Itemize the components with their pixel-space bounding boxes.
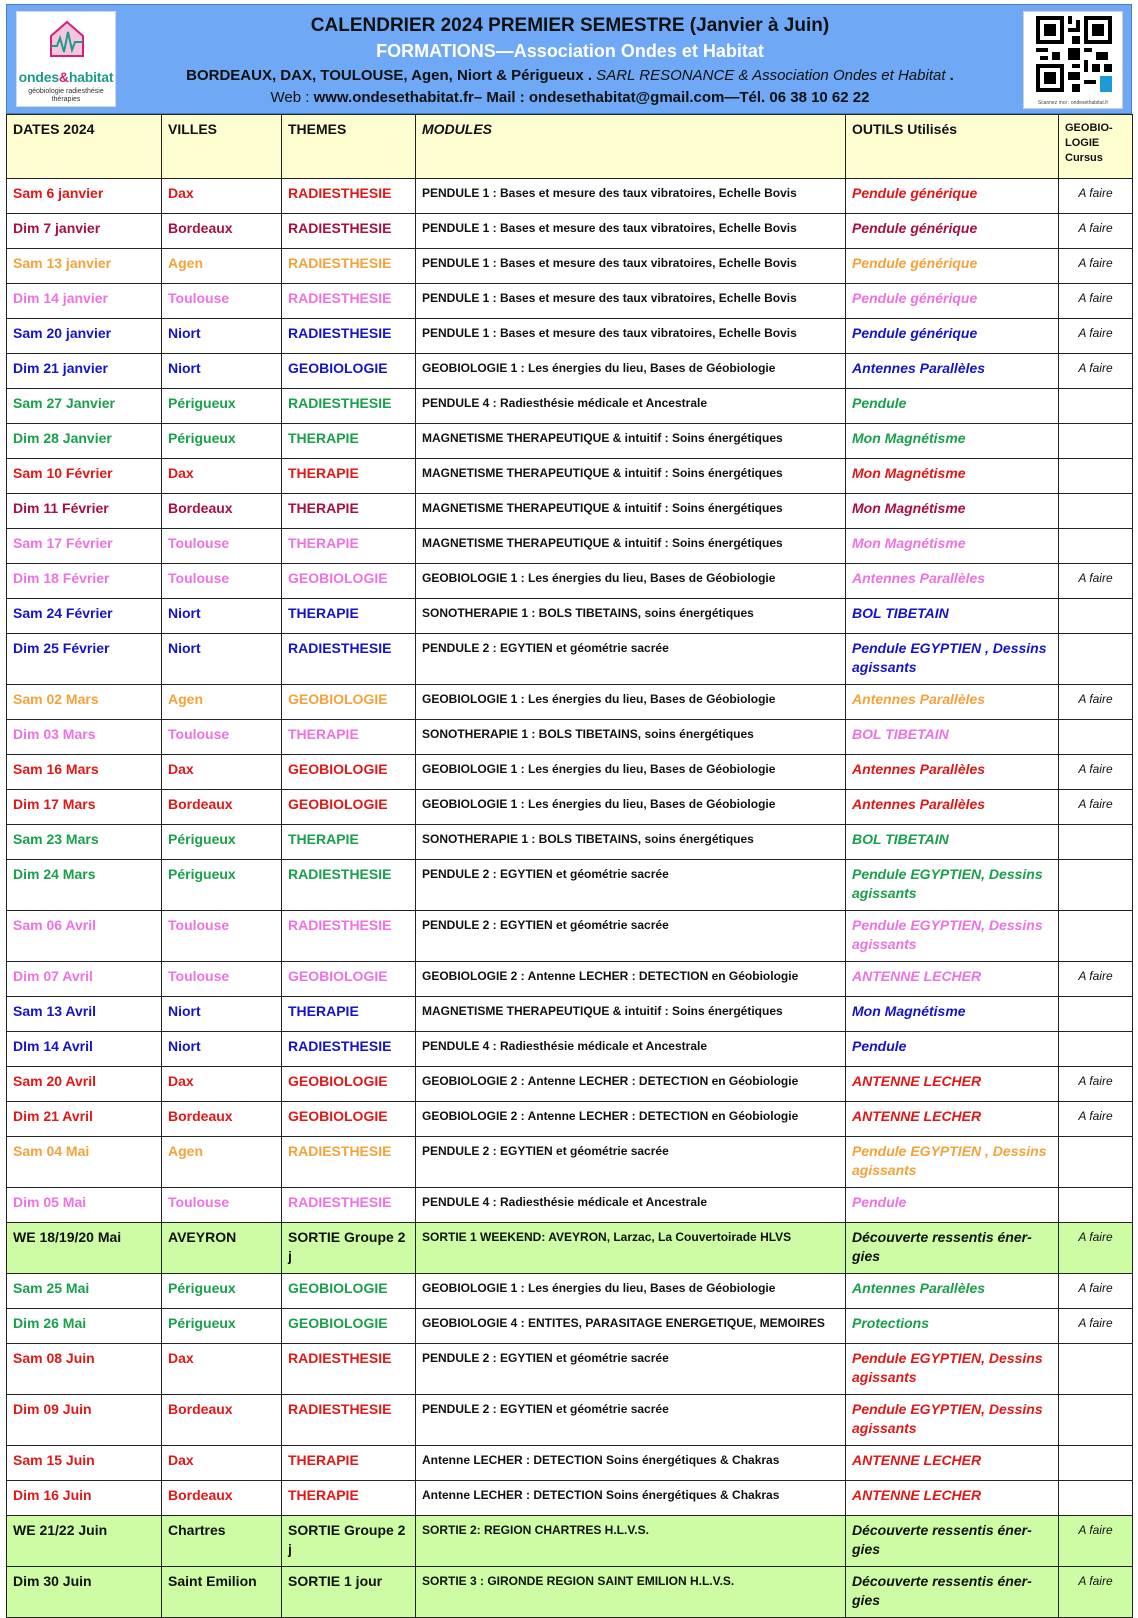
cell-cursus <box>1059 459 1133 494</box>
cell-module: PENDULE 1 : Bases et mesure des taux vibratoires, Echelle Bovis <box>416 284 846 319</box>
cell-date: Sam 20 janvier <box>7 319 162 354</box>
cell-date: Sam 25 Mai <box>7 1274 162 1309</box>
cell-ville: Toulouse <box>162 1188 282 1223</box>
cell-cursus <box>1059 634 1133 685</box>
table-row <box>7 1102 1133 1137</box>
table-row <box>7 997 1133 1032</box>
cell-ville: Niort <box>162 634 282 685</box>
cell-cursus <box>1059 911 1133 962</box>
cell-ville: Niort <box>162 354 282 389</box>
col-header-modules: MODULES <box>416 115 846 179</box>
cell-module: PENDULE 1 : Bases et mesure des taux vibratoires, Echelle Bovis <box>416 249 846 284</box>
cell-module: GEOBIOLOGIE 4 : ENTITES, PARASITAGE ENERGETIQUE, MEMOIRES <box>416 1309 846 1344</box>
cell-date: Sam 13 Avril <box>7 997 162 1032</box>
cell-ville: Bordeaux <box>162 214 282 249</box>
table-row <box>7 825 1133 860</box>
cities-line: BORDEAUX, DAX, TOULOUSE, Agen, Niort & Périgueux . SARL RESONANCE & Association Ondes et Habitat . <box>186 67 954 84</box>
table-row <box>7 860 1133 911</box>
house-icon <box>47 18 87 60</box>
cell-theme: GEOBIOLOGIE <box>282 564 416 599</box>
cell-theme: RADIESTHESIE <box>282 214 416 249</box>
cell-theme: RADIESTHESIE <box>282 284 416 319</box>
cell-theme: THERAPIE <box>282 494 416 529</box>
qr-code[interactable] <box>1023 11 1123 109</box>
cell-module: SORTIE 1 WEEKEND: AVEYRON, Larzac, La Couvertoirade HLVS <box>416 1223 846 1274</box>
cell-theme: RADIESTHESIE <box>282 1188 416 1223</box>
col-header-themes: THEMES <box>282 115 416 179</box>
cell-module: GEOBIOLOGIE 1 : Les énergies du lieu, Bases de Géobiologie <box>416 354 846 389</box>
cell-module: PENDULE 1 : Bases et mesure des taux vibratoires, Echelle Bovis <box>416 319 846 354</box>
cell-outil: Découverte ressentis éner-gies <box>846 1567 1059 1618</box>
table-row <box>7 529 1133 564</box>
cell-theme: GEOBIOLOGIE <box>282 790 416 825</box>
cell-module: SORTIE 2: REGION CHARTRES H.L.V.S. <box>416 1516 846 1567</box>
cell-module: PENDULE 1 : Bases et mesure des taux vibratoires, Echelle Bovis <box>416 214 846 249</box>
table-row <box>7 1395 1133 1446</box>
table-row <box>7 1274 1133 1309</box>
cell-module: PENDULE 2 : EGYTIEN et géométrie sacrée <box>416 860 846 911</box>
cell-outil: Pendule générique <box>846 179 1059 214</box>
page-subtitle: FORMATIONS—Association Ondes et Habitat <box>376 41 764 61</box>
cell-module: GEOBIOLOGIE 2 : Antenne LECHER : DETECTION en Géobiologie <box>416 1067 846 1102</box>
cell-cursus <box>1059 1137 1133 1188</box>
cell-ville: Périgueux <box>162 424 282 459</box>
cell-cursus: A faire <box>1059 1274 1133 1309</box>
table-row <box>7 790 1133 825</box>
cell-theme: GEOBIOLOGIE <box>282 962 416 997</box>
cell-module: PENDULE 4 : Radiesthésie médicale et Ancestrale <box>416 1188 846 1223</box>
cell-outil: Antennes Parallèles <box>846 564 1059 599</box>
cell-date: Sam 16 Mars <box>7 755 162 790</box>
cell-module: GEOBIOLOGIE 1 : Les énergies du lieu, Bases de Géobiologie <box>416 564 846 599</box>
cell-cursus: A faire <box>1059 1309 1133 1344</box>
logo-brand: ondes&habitat <box>18 69 114 85</box>
table-row <box>7 389 1133 424</box>
cell-ville: Niort <box>162 599 282 634</box>
cell-module: GEOBIOLOGIE 1 : Les énergies du lieu, Bases de Géobiologie <box>416 685 846 720</box>
cell-ville: Périgueux <box>162 1274 282 1309</box>
cell-date: Sam 02 Mars <box>7 685 162 720</box>
table-row <box>7 1223 1133 1274</box>
cell-outil: ANTENNE LECHER <box>846 1446 1059 1481</box>
cell-ville: Bordeaux <box>162 494 282 529</box>
cell-outil: Protections <box>846 1309 1059 1344</box>
cell-ville: Agen <box>162 249 282 284</box>
table-row <box>7 1516 1133 1567</box>
table-row <box>7 319 1133 354</box>
cell-date: Sam 06 Avril <box>7 911 162 962</box>
cell-cursus: A faire <box>1059 319 1133 354</box>
cell-ville: Toulouse <box>162 962 282 997</box>
table-row <box>7 494 1133 529</box>
calendar-table <box>6 114 1133 1618</box>
cell-outil: Découverte ressentis éner-gies <box>846 1516 1059 1567</box>
cell-theme: GEOBIOLOGIE <box>282 685 416 720</box>
cell-date: Dim 21 Avril <box>7 1102 162 1137</box>
page-title: CALENDRIER 2024 PREMIER SEMESTRE (Janvier à Juin) <box>310 15 830 36</box>
cell-date: Dim 18 Février <box>7 564 162 599</box>
cell-theme: GEOBIOLOGIE <box>282 1274 416 1309</box>
cell-module: PENDULE 2 : EGYTIEN et géométrie sacrée <box>416 1344 846 1395</box>
cell-outil: Pendule <box>846 1188 1059 1223</box>
cell-cursus <box>1059 1344 1133 1395</box>
col-header-dates: DATES 2024 <box>7 115 162 179</box>
cell-module: GEOBIOLOGIE 1 : Les énergies du lieu, Bases de Géobiologie <box>416 755 846 790</box>
cell-module: MAGNETISME THERAPEUTIQUE & intuitif : Soins énergétiques <box>416 424 846 459</box>
cell-outil: ANTENNE LECHER <box>846 1067 1059 1102</box>
cell-ville: Bordeaux <box>162 1102 282 1137</box>
cell-date: Sam 08 Juin <box>7 1344 162 1395</box>
cell-ville: Toulouse <box>162 284 282 319</box>
cell-module: GEOBIOLOGIE 1 : Les énergies du lieu, Bases de Géobiologie <box>416 790 846 825</box>
cell-cursus <box>1059 1395 1133 1446</box>
cell-cursus: A faire <box>1059 284 1133 319</box>
cell-ville: Niort <box>162 997 282 1032</box>
cell-outil: Pendule EGYPTIEN , Dessins agissants <box>846 1137 1059 1188</box>
cell-ville: Dax <box>162 1067 282 1102</box>
cell-module: PENDULE 2 : EGYTIEN et géométrie sacrée <box>416 1137 846 1188</box>
cell-module: MAGNETISME THERAPEUTIQUE & intuitif : Soins énergétiques <box>416 494 846 529</box>
table-row <box>7 214 1133 249</box>
qr-caption: Scannez moi : ondesethabitat.fr <box>1037 100 1109 106</box>
cell-outil: Mon Magnétisme <box>846 459 1059 494</box>
cell-outil: Antennes Parallèles <box>846 354 1059 389</box>
cell-ville: AVEYRON <box>162 1223 282 1274</box>
cell-theme: THERAPIE <box>282 720 416 755</box>
cell-ville: Niort <box>162 1032 282 1067</box>
cell-module: PENDULE 2 : EGYTIEN et géométrie sacrée <box>416 911 846 962</box>
header-banner <box>6 4 1132 114</box>
cell-cursus <box>1059 424 1133 459</box>
cell-theme: RADIESTHESIE <box>282 911 416 962</box>
cell-outil: Pendule <box>846 1032 1059 1067</box>
cell-outil: Pendule EGYPTIEN, Dessins agissants <box>846 911 1059 962</box>
cell-module: Antenne LECHER : DETECTION Soins énergétiques & Chakras <box>416 1481 846 1516</box>
cell-ville: Toulouse <box>162 911 282 962</box>
cell-outil: Pendule générique <box>846 319 1059 354</box>
table-row <box>7 354 1133 389</box>
cell-date: Dim 24 Mars <box>7 860 162 911</box>
cell-date: Sam 20 Avril <box>7 1067 162 1102</box>
cell-cursus <box>1059 1188 1133 1223</box>
cell-date: Dim 21 janvier <box>7 354 162 389</box>
qr-code-icon <box>1036 16 1112 92</box>
table-row <box>7 1344 1133 1395</box>
cell-theme: GEOBIOLOGIE <box>282 1102 416 1137</box>
cell-ville: Dax <box>162 459 282 494</box>
cell-module: PENDULE 4 : Radiesthésie médicale et Ancestrale <box>416 1032 846 1067</box>
cell-module: SONOTHERAPIE 1 : BOLS TIBETAINS, soins énergétiques <box>416 825 846 860</box>
cell-module: SORTIE 3 : GIRONDE REGION SAINT EMILION H.L.V.S. <box>416 1567 846 1618</box>
table-row <box>7 962 1133 997</box>
logo-tagline: géobiologie radiesthésie thérapies <box>28 88 104 103</box>
cell-outil: ANTENNE LECHER <box>846 962 1059 997</box>
cell-cursus <box>1059 720 1133 755</box>
cell-outil: ANTENNE LECHER <box>846 1102 1059 1137</box>
cell-ville: Dax <box>162 1344 282 1395</box>
cell-theme: RADIESTHESIE <box>282 179 416 214</box>
cell-theme: THERAPIE <box>282 599 416 634</box>
cell-date: Dim 03 Mars <box>7 720 162 755</box>
table-row <box>7 599 1133 634</box>
cell-ville: Chartres <box>162 1516 282 1567</box>
table-row <box>7 1446 1133 1481</box>
cell-outil: Antennes Parallèles <box>846 790 1059 825</box>
cell-outil: Antennes Parallèles <box>846 755 1059 790</box>
cell-outil: Pendule EGYPTIEN, Dessins agissants <box>846 860 1059 911</box>
cell-date: Dim 7 janvier <box>7 214 162 249</box>
cell-ville: Périgueux <box>162 860 282 911</box>
cell-cursus: A faire <box>1059 790 1133 825</box>
cell-theme: THERAPIE <box>282 825 416 860</box>
cell-module: Antenne LECHER : DETECTION Soins énergétiques & Chakras <box>416 1446 846 1481</box>
cell-cursus: A faire <box>1059 755 1133 790</box>
cell-date: WE 18/19/20 Mai <box>7 1223 162 1274</box>
cell-outil: Mon Magnétisme <box>846 424 1059 459</box>
cell-module: MAGNETISME THERAPEUTIQUE & intuitif : Soins énergétiques <box>416 529 846 564</box>
cell-module: PENDULE 2 : EGYTIEN et géométrie sacrée <box>416 634 846 685</box>
cell-ville: Dax <box>162 755 282 790</box>
cell-outil: Mon Magnétisme <box>846 494 1059 529</box>
table-row <box>7 685 1133 720</box>
contact-line: Web : www.ondesethabitat.fr– Mail : ondesethabitat@gmail.com—Tél. 06 38 10 62 22 <box>270 89 870 106</box>
table-row <box>7 284 1133 319</box>
table-row <box>7 459 1133 494</box>
table-row <box>7 1188 1133 1223</box>
col-header-outils: OUTILS Utilisés <box>846 115 1059 179</box>
cell-ville: Agen <box>162 685 282 720</box>
cell-theme: RADIESTHESIE <box>282 389 416 424</box>
table-row <box>7 1067 1133 1102</box>
table-row <box>7 564 1133 599</box>
col-header-villes: VILLES <box>162 115 282 179</box>
cell-date: Sam 15 Juin <box>7 1446 162 1481</box>
cell-ville: Saint Emilion <box>162 1567 282 1618</box>
cell-date: Dim 30 Juin <box>7 1567 162 1618</box>
cell-cursus: A faire <box>1059 1567 1133 1618</box>
cell-theme: THERAPIE <box>282 424 416 459</box>
cell-module: MAGNETISME THERAPEUTIQUE & intuitif : Soins énergétiques <box>416 459 846 494</box>
cell-ville: Toulouse <box>162 720 282 755</box>
cell-cursus <box>1059 529 1133 564</box>
cell-ville: Bordeaux <box>162 1481 282 1516</box>
cell-theme: RADIESTHESIE <box>282 319 416 354</box>
cell-theme: SORTIE 1 jour <box>282 1567 416 1618</box>
cell-cursus <box>1059 860 1133 911</box>
cell-module: GEOBIOLOGIE 2 : Antenne LECHER : DETECTION en Géobiologie <box>416 962 846 997</box>
cell-date: DIm 14 Avril <box>7 1032 162 1067</box>
cell-outil: Antennes Parallèles <box>846 685 1059 720</box>
cell-cursus <box>1059 825 1133 860</box>
cell-date: Sam 27 Janvier <box>7 389 162 424</box>
cell-cursus: A faire <box>1059 564 1133 599</box>
cell-outil: Mon Magnétisme <box>846 529 1059 564</box>
cell-module: PENDULE 2 : EGYTIEN et géométrie sacrée <box>416 1395 846 1446</box>
table-header-row <box>7 115 1133 179</box>
cell-theme: GEOBIOLOGIE <box>282 755 416 790</box>
cell-date: Dim 16 Juin <box>7 1481 162 1516</box>
cell-cursus <box>1059 1481 1133 1516</box>
cell-theme: THERAPIE <box>282 459 416 494</box>
cell-cursus: A faire <box>1059 962 1133 997</box>
cell-cursus: A faire <box>1059 214 1133 249</box>
cell-outil: Découverte ressentis éner-gies <box>846 1223 1059 1274</box>
cell-cursus <box>1059 494 1133 529</box>
cell-theme: RADIESTHESIE <box>282 634 416 685</box>
cell-date: Sam 23 Mars <box>7 825 162 860</box>
cell-date: Dim 05 Mai <box>7 1188 162 1223</box>
cell-date: Dim 28 Janvier <box>7 424 162 459</box>
cell-ville: Périgueux <box>162 825 282 860</box>
cell-cursus <box>1059 599 1133 634</box>
cell-ville: Périgueux <box>162 1309 282 1344</box>
cell-cursus: A faire <box>1059 1067 1133 1102</box>
cell-theme: RADIESTHESIE <box>282 1032 416 1067</box>
cell-module: SONOTHERAPIE 1 : BOLS TIBETAINS, soins énergétiques <box>416 599 846 634</box>
cell-cursus <box>1059 997 1133 1032</box>
cell-cursus <box>1059 1446 1133 1481</box>
cell-date: Dim 26 Mai <box>7 1309 162 1344</box>
cell-ville: Niort <box>162 319 282 354</box>
cell-outil: Pendule générique <box>846 214 1059 249</box>
cell-outil: BOL TIBETAIN <box>846 825 1059 860</box>
table-row <box>7 1481 1133 1516</box>
table-row <box>7 911 1133 962</box>
cell-cursus: A faire <box>1059 179 1133 214</box>
cell-date: Sam 04 Mai <box>7 1137 162 1188</box>
cell-ville: Périgueux <box>162 389 282 424</box>
cell-outil: BOL TIBETAIN <box>846 599 1059 634</box>
cell-outil: Pendule <box>846 389 1059 424</box>
table-row <box>7 424 1133 459</box>
col-header-cursus: GEOBIO-LOGIE Cursus <box>1059 115 1133 179</box>
cell-module: MAGNETISME THERAPEUTIQUE & intuitif : Soins énergétiques <box>416 997 846 1032</box>
cell-date: Sam 13 janvier <box>7 249 162 284</box>
cell-outil: Pendule EGYPTIEN, Dessins agissants <box>846 1344 1059 1395</box>
cell-date: Sam 10 Février <box>7 459 162 494</box>
cell-theme: RADIESTHESIE <box>282 1137 416 1188</box>
logo <box>16 11 116 107</box>
cell-module: PENDULE 1 : Bases et mesure des taux vibratoires, Echelle Bovis <box>416 179 846 214</box>
cell-cursus: A faire <box>1059 249 1133 284</box>
cell-outil: BOL TIBETAIN <box>846 720 1059 755</box>
cell-module: SONOTHERAPIE 1 : BOLS TIBETAINS, soins énergétiques <box>416 720 846 755</box>
cell-ville: Agen <box>162 1137 282 1188</box>
cell-date: WE 21/22 Juin <box>7 1516 162 1567</box>
cell-module: PENDULE 4 : Radiesthésie médicale et Ancestrale <box>416 389 846 424</box>
cell-ville: Dax <box>162 1446 282 1481</box>
cell-theme: SORTIE Groupe 2 j <box>282 1223 416 1274</box>
cell-theme: SORTIE Groupe 2 j <box>282 1516 416 1567</box>
table-row <box>7 755 1133 790</box>
cell-outil: ANTENNE LECHER <box>846 1481 1059 1516</box>
cell-outil: Pendule EGYPTIEN, Dessins agissants <box>846 1395 1059 1446</box>
cell-module: GEOBIOLOGIE 2 : Antenne LECHER : DETECTION en Géobiologie <box>416 1102 846 1137</box>
cell-theme: GEOBIOLOGIE <box>282 1067 416 1102</box>
cell-date: Dim 09 Juin <box>7 1395 162 1446</box>
cell-ville: Toulouse <box>162 564 282 599</box>
cell-module: GEOBIOLOGIE 1 : Les énergies du lieu, Bases de Géobiologie <box>416 1274 846 1309</box>
cell-cursus <box>1059 389 1133 424</box>
cell-outil: Pendule EGYPTIEN , Dessins agissants <box>846 634 1059 685</box>
table-row <box>7 179 1133 214</box>
cell-cursus: A faire <box>1059 1223 1133 1274</box>
cell-theme: THERAPIE <box>282 1446 416 1481</box>
cell-date: Dim 17 Mars <box>7 790 162 825</box>
cell-theme: THERAPIE <box>282 1481 416 1516</box>
cell-outil: Pendule générique <box>846 284 1059 319</box>
table-row <box>7 1567 1133 1618</box>
cell-cursus: A faire <box>1059 1516 1133 1567</box>
cell-cursus <box>1059 1032 1133 1067</box>
table-row <box>7 1309 1133 1344</box>
cell-date: Sam 6 janvier <box>7 179 162 214</box>
cell-date: Sam 24 Février <box>7 599 162 634</box>
cell-theme: THERAPIE <box>282 997 416 1032</box>
cell-date: Dim 07 Avril <box>7 962 162 997</box>
cell-ville: Toulouse <box>162 529 282 564</box>
table-row <box>7 634 1133 685</box>
cell-date: Sam 17 Février <box>7 529 162 564</box>
cell-theme: RADIESTHESIE <box>282 249 416 284</box>
table-row <box>7 1137 1133 1188</box>
cell-cursus: A faire <box>1059 685 1133 720</box>
cell-theme: RADIESTHESIE <box>282 1395 416 1446</box>
cell-outil: Antennes Parallèles <box>846 1274 1059 1309</box>
table-row <box>7 720 1133 755</box>
cell-date: Dim 14 janvier <box>7 284 162 319</box>
cell-outil: Mon Magnétisme <box>846 997 1059 1032</box>
cell-ville: Bordeaux <box>162 1395 282 1446</box>
cell-theme: RADIESTHESIE <box>282 1344 416 1395</box>
cell-theme: RADIESTHESIE <box>282 860 416 911</box>
table-row <box>7 1032 1133 1067</box>
cell-date: Dim 25 Février <box>7 634 162 685</box>
cell-cursus: A faire <box>1059 1102 1133 1137</box>
cell-date: Dim 11 Février <box>7 494 162 529</box>
cell-theme: GEOBIOLOGIE <box>282 354 416 389</box>
cell-cursus: A faire <box>1059 354 1133 389</box>
cell-theme: THERAPIE <box>282 529 416 564</box>
cell-ville: Dax <box>162 179 282 214</box>
cell-outil: Pendule générique <box>846 249 1059 284</box>
cell-ville: Bordeaux <box>162 790 282 825</box>
cell-theme: GEOBIOLOGIE <box>282 1309 416 1344</box>
table-row <box>7 249 1133 284</box>
